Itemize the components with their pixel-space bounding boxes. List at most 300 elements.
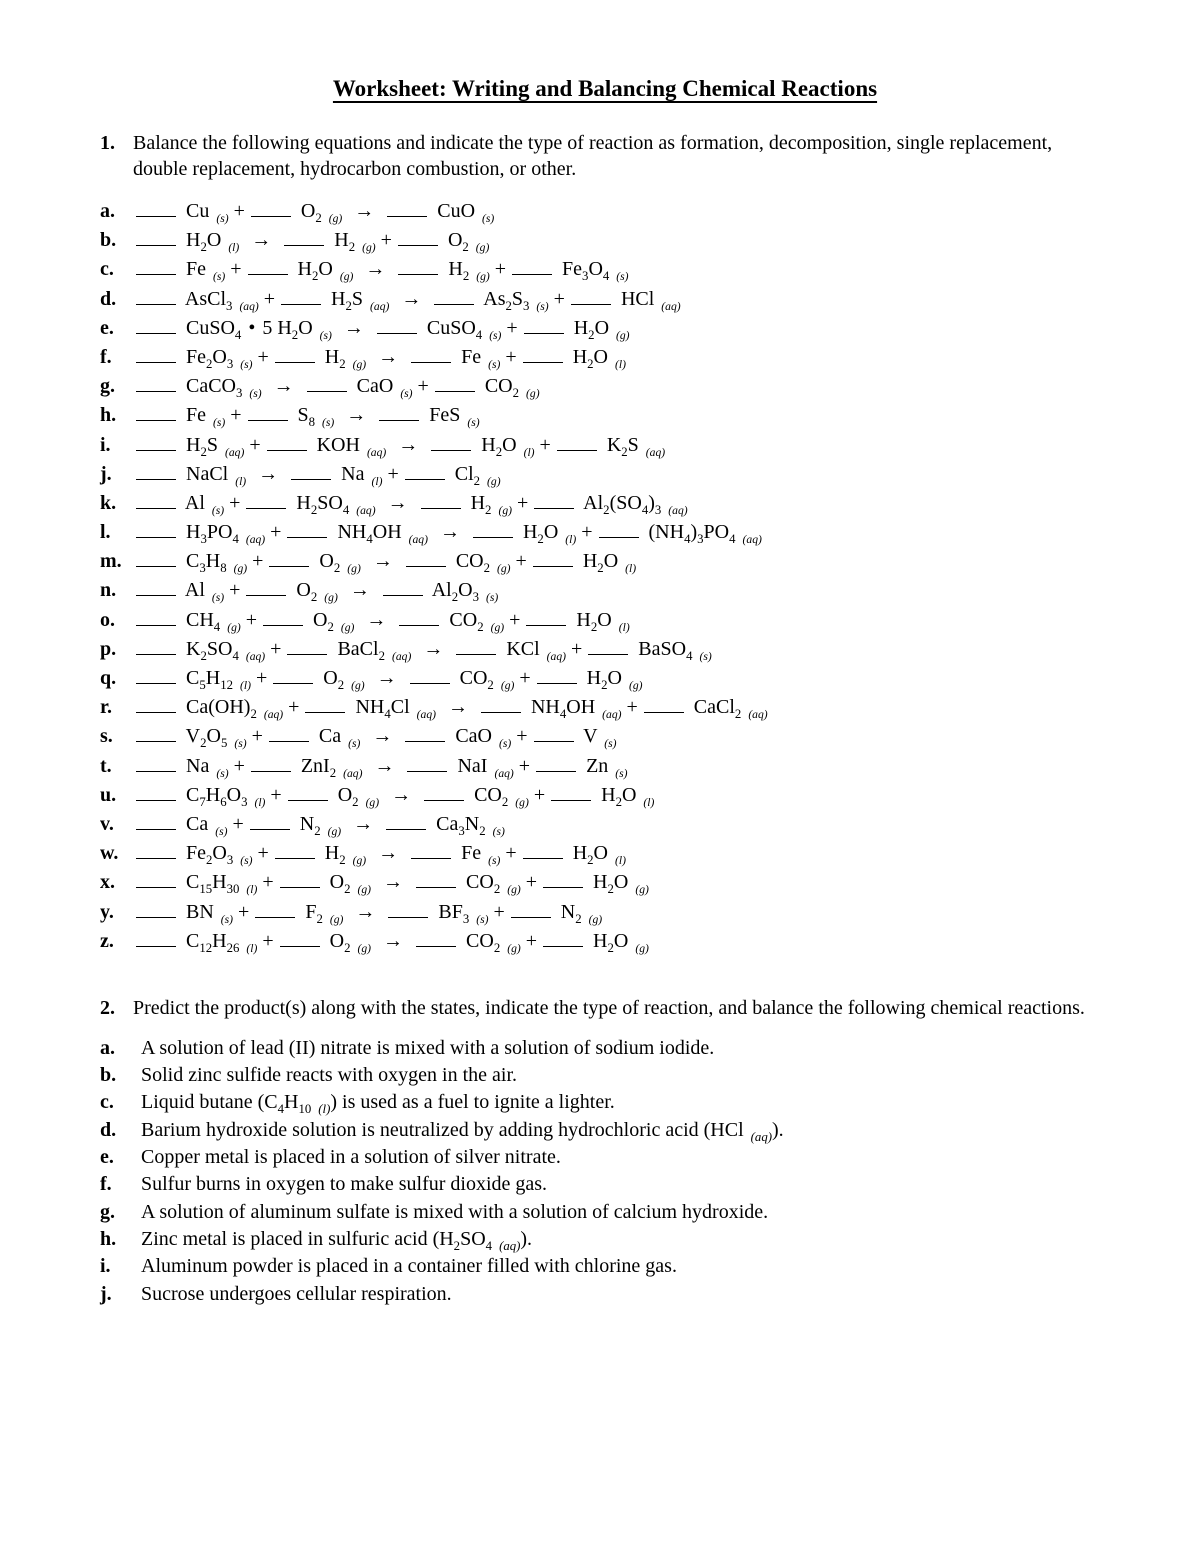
reaction-arrow: → [355, 900, 376, 923]
state-label: (g) [362, 241, 376, 255]
equation: Al $_{(s)} + O_2$ $_{(g)} \to Al_2O_3$ $_{(s)}$ [135, 579, 498, 602]
prediction-label: i. [100, 1255, 111, 1278]
equation-row [100, 434, 1110, 463]
coefficient-blank [136, 535, 176, 538]
coefficient-blank [551, 798, 591, 801]
state-label: (s) [485, 591, 499, 605]
prediction-row [100, 1119, 1110, 1146]
equation: $Fe_2O_3$ $_{(s)} + H_2$ $_{(g)}$ → Fe $_{(s)} + H_2O$ $_{(l)}$ [135, 842, 626, 865]
equation-list [100, 200, 1110, 959]
coefficient-blank [526, 623, 566, 626]
coefficient-blank [377, 331, 417, 334]
coefficient-blank [557, 448, 597, 451]
coefficient-blank [136, 710, 176, 713]
state-label: (aq) [748, 708, 768, 722]
coefficient-blank [255, 915, 295, 918]
equation: $C_{15}H_{30}$ $_{(l)} + O_2$ $_{(g)} \to CO_2$ $_{(g)} + H_2O$ $_{(g)}$ [135, 871, 649, 894]
state-label: (g) [476, 270, 490, 284]
prediction-label: f. [100, 1173, 112, 1196]
coefficient-blank [269, 739, 309, 742]
equation-row [100, 755, 1110, 784]
coefficient-blank [411, 856, 451, 859]
coefficient-blank [246, 506, 286, 509]
reaction-arrow: → [383, 929, 404, 952]
coefficient-blank [136, 827, 176, 830]
equation-label: l. [100, 521, 111, 544]
state-label: (g) [498, 503, 512, 517]
coefficient-blank [512, 272, 552, 275]
coefficient-blank [136, 302, 176, 305]
equation-row [100, 492, 1110, 521]
coefficient-blank [416, 885, 456, 888]
state-label: (s) [215, 824, 228, 838]
reaction-arrow: → [376, 667, 397, 689]
reaction-arrow: → [354, 200, 375, 222]
state-label: (s) [213, 270, 226, 284]
coefficient-blank [267, 448, 307, 451]
reaction-arrow: → [365, 258, 386, 281]
state-label: (l) [246, 941, 258, 955]
coefficient-blank [246, 593, 286, 596]
state-label: (s) [536, 299, 549, 313]
reaction-arrow: → [439, 521, 460, 544]
coefficient-blank [405, 477, 445, 480]
equation-row [100, 696, 1110, 725]
prediction-text: Sucrose undergoes cellular respiration. [141, 1282, 452, 1305]
equation: Cu $_{(s)} + O_2$ $_{(g)}$ → CuO $_{(s)}$ [135, 200, 494, 223]
coefficient-blank [291, 477, 331, 480]
equation-row [100, 200, 1110, 229]
coefficient-blank [136, 331, 176, 334]
equation-row [100, 317, 1110, 346]
equation-label: p. [100, 637, 117, 660]
state-label: (aq) [366, 445, 387, 459]
state-label: (g) [475, 241, 490, 255]
state-label: (s) [476, 912, 489, 926]
state-label: (aq) [602, 708, 622, 722]
reaction-arrow: → [273, 375, 294, 398]
state-label: (l) [618, 620, 630, 634]
prediction-list [100, 1037, 1110, 1310]
prediction-text: A solution of lead (II) nitrate is mixed with a solution of sodium iodide. [141, 1036, 715, 1059]
prediction-text: Sulfur burns in oxygen to make sulfur dioxide gas. [141, 1173, 548, 1196]
state-label: (g) [365, 795, 380, 809]
state-label: (l) [228, 241, 240, 255]
state-label: (aq) [661, 299, 681, 313]
coefficient-blank [411, 360, 451, 363]
coefficient-blank [136, 623, 176, 626]
coefficient-blank [251, 214, 291, 217]
state-label: (aq) [391, 649, 412, 663]
equation-row [100, 638, 1110, 667]
coefficient-blank [250, 827, 290, 830]
state-label: (l) [318, 1102, 331, 1117]
state-label: (l) [523, 445, 535, 459]
state-label: (s) [492, 824, 505, 838]
equation: $V_2O_5$ $_{(s)}$ + Ca $_{(s)}$ → CaO $_{(s)}$ + V $_{(s)}$ [135, 725, 616, 748]
reaction-arrow: → [346, 404, 367, 427]
equation: Ca $_{(s)} + N_2$ $_{(g)} \to Ca_3N_2$ $_{(s)}$ [135, 813, 505, 836]
state-label: (g) [628, 679, 643, 692]
prediction-row [100, 1091, 1110, 1118]
equation-row [100, 521, 1110, 550]
reaction-arrow: → [378, 842, 399, 865]
equation-row [100, 901, 1110, 930]
state-label: (aq) [245, 533, 266, 547]
state-label: (g) [500, 679, 515, 692]
state-label: (aq) [742, 533, 762, 547]
state-label: (s) [213, 416, 226, 430]
state-label: (s) [489, 328, 502, 342]
coefficient-blank [398, 272, 438, 275]
coefficient-blank [136, 681, 176, 684]
state-label: (g) [507, 941, 521, 955]
prediction-row [100, 1173, 1110, 1200]
reaction-arrow: → [391, 783, 412, 806]
coefficient-blank [543, 885, 583, 888]
equation: AsCl$_3$ $_{(aq)} + H_2S$ $_{(aq)} \to As_2S_3$ $_{(s)}$ + HCl $_{(aq)}$ [135, 288, 681, 311]
equation: $H_2O$ $_{(l)} \to H_2$ $_{(g)} + O_2$ $_{(g)}$ [135, 229, 489, 252]
equation-label: z. [100, 929, 114, 952]
state-label: (g) [490, 620, 505, 634]
prediction-label: e. [100, 1146, 114, 1169]
coefficient-blank [136, 856, 176, 859]
coefficient-blank [269, 564, 309, 567]
equation-label: q. [100, 667, 117, 689]
state-label: (g) [357, 941, 372, 955]
equation-label: n. [100, 579, 117, 602]
prediction-label: b. [100, 1064, 117, 1087]
state-label: (g) [351, 679, 365, 692]
state-label: (l) [246, 883, 258, 897]
state-label: (s) [216, 766, 229, 780]
coefficient-blank [456, 652, 496, 655]
equation: Na $_{(s)}$ + ZnI$_2$ $_{(aq)}$ → NaI $_{(aq)}$ + Zn $_{(s)}$ [135, 755, 628, 778]
equation: BN $_{(s)} + F_2$ $_{(g)} \to BF_3$ $_{(s)} + N_2$ $_{(g)}$ [135, 901, 602, 924]
coefficient-blank [136, 769, 176, 772]
equation-label: k. [100, 491, 117, 514]
coefficient-blank [275, 360, 315, 363]
state-label: (aq) [245, 649, 266, 663]
equation-label: m. [100, 550, 122, 573]
coefficient-blank [379, 418, 419, 421]
equation-row [100, 375, 1110, 404]
reaction-arrow: → [366, 608, 387, 631]
state-label: (g) [352, 357, 367, 371]
equation-row [100, 784, 1110, 813]
reaction-arrow: → [372, 725, 393, 748]
state-label: (s) [400, 387, 413, 401]
coefficient-blank [399, 623, 439, 626]
state-label: (s) [615, 766, 628, 780]
question-2-prompt: Predict the product(s) along with the states, indicate the type of reaction, and balance the following chemical reactions. [133, 996, 1085, 1019]
coefficient-blank [136, 214, 176, 217]
coefficient-blank [473, 535, 513, 538]
state-label: (s) [240, 357, 253, 371]
equation-label: o. [100, 608, 115, 631]
coefficient-blank [136, 564, 176, 567]
coefficient-blank [136, 448, 176, 451]
state-label: (g) [588, 912, 603, 926]
state-label: (aq) [750, 1129, 772, 1144]
prediction-row [100, 1228, 1110, 1255]
coefficient-blank [534, 739, 574, 742]
prediction-label: h. [100, 1227, 117, 1250]
coefficient-blank [136, 798, 176, 801]
coefficient-blank [136, 885, 176, 888]
prediction-text: Aluminum powder is placed in a container filled with chlorine gas. [141, 1255, 677, 1278]
equation: $H_2S$ $_{(aq)}$ + KOH $_{(aq)} \to H_2O$ $_{(l)} + K_2S$ $_{(aq)}$ [135, 434, 665, 457]
coefficient-blank [307, 389, 347, 392]
equation: $C_5H_{12}$ $_{(l)} + O_2$ $_{(g)} \to CO_2$ $_{(g)} + H_2O$ $_{(g)}$ [135, 667, 642, 690]
state-label: (aq) [645, 445, 666, 459]
coefficient-blank [536, 769, 576, 772]
state-label: (g) [233, 562, 248, 576]
coefficient-blank [405, 739, 445, 742]
coefficient-blank [481, 710, 521, 713]
state-label: (s) [604, 737, 617, 751]
coefficient-blank [533, 564, 573, 567]
equation-row [100, 725, 1110, 754]
state-label: (aq) [263, 708, 284, 722]
state-label: (g) [339, 270, 354, 284]
reaction-arrow: → [378, 345, 399, 368]
equation-row [100, 288, 1110, 317]
coefficient-blank [421, 506, 461, 509]
state-label: (s) [499, 737, 512, 751]
coefficient-blank [136, 593, 176, 596]
state-label: (l) [625, 562, 637, 576]
coefficient-blank [136, 360, 176, 363]
state-label: (aq) [416, 708, 436, 722]
state-label: (aq) [356, 503, 376, 517]
state-label: (g) [327, 824, 342, 838]
prediction-text: Solid zinc sulfide reacts with oxygen in the air. [141, 1064, 518, 1087]
state-label: (s) [482, 212, 495, 225]
state-label: (g) [526, 387, 540, 401]
state-label: (g) [515, 795, 529, 809]
equation-label: t. [100, 754, 112, 777]
reaction-arrow: → [343, 316, 364, 339]
coefficient-blank [284, 243, 324, 246]
state-label: (s) [699, 649, 712, 663]
state-label: (aq) [408, 533, 428, 547]
equation-row [100, 550, 1110, 579]
coefficient-blank [263, 623, 303, 626]
prediction-row [100, 1037, 1110, 1064]
equation-label: g. [100, 375, 115, 398]
prediction-row [100, 1283, 1110, 1310]
coefficient-blank [248, 418, 288, 421]
state-label: (aq) [370, 299, 390, 313]
equation-row [100, 258, 1110, 287]
prediction-label: j. [100, 1282, 112, 1305]
equation-label: r. [100, 696, 113, 719]
equation-label: a. [100, 200, 115, 222]
state-label: (s) [488, 854, 501, 868]
equation-label: h. [100, 404, 117, 427]
state-label: (g) [635, 883, 649, 897]
equation-label: d. [100, 287, 117, 310]
state-label: (aq) [224, 445, 245, 459]
reaction-arrow: → [387, 491, 408, 514]
equation-label: x. [100, 871, 115, 894]
equation: Fe $_{(s)} + H_2O$ $_{(g)} \to H_2$ $_{(g)} + Fe_3O_4$ $_{(s)}$ [135, 258, 629, 281]
reaction-arrow: → [251, 229, 272, 252]
equation: $Fe_2O_3$ $_{(s)} + H_2$ $_{(g)}$ → Fe $_{(s)} + H_2O$ $_{(l)}$ [135, 346, 626, 369]
coefficient-blank [387, 214, 427, 217]
state-label: (aq) [546, 649, 566, 663]
state-label: (l) [235, 474, 247, 488]
state-label: (s) [211, 503, 225, 517]
equation-label: f. [100, 345, 112, 368]
equation-label: e. [100, 316, 114, 339]
equation: $C_{12}H_{26}$ $_{(l)} + O_2$ $_{(g)} \to CO_2$ $_{(g)} + H_2O$ $_{(g)}$ [135, 930, 649, 953]
equation: NaCl $_{(l)}$ → Na $_{(l)} + Cl_2$ $_{(g)}$ [135, 463, 501, 486]
coefficient-blank [136, 506, 176, 509]
coefficient-blank [386, 827, 426, 830]
coefficient-blank [281, 302, 321, 305]
reaction-arrow: → [353, 812, 374, 835]
coefficient-blank [305, 710, 345, 713]
coefficient-blank [136, 389, 176, 392]
state-label: (s) [322, 416, 335, 430]
state-label: (g) [616, 328, 630, 342]
state-label: (g) [507, 883, 521, 897]
equation-row [100, 346, 1110, 375]
state-label: (s) [488, 357, 501, 371]
prediction-text: Zinc metal is placed in sulfuric acid ($H_2SO_4$ $_{(aq)}$). [141, 1227, 533, 1253]
equation: Fe $_{(s)} + S_8$ $_{(s)}$ → FeS $_{(s)}$ [135, 404, 480, 427]
coefficient-blank [287, 652, 327, 655]
coefficient-blank [524, 331, 564, 334]
coefficient-blank [424, 798, 464, 801]
prediction-row [100, 1146, 1110, 1173]
equation-row [100, 667, 1110, 696]
coefficient-blank [248, 272, 288, 275]
coefficient-blank [136, 477, 176, 480]
equation-label: c. [100, 258, 114, 281]
equation-label: i. [100, 433, 111, 456]
coefficient-blank [136, 652, 176, 655]
state-label: (l) [615, 357, 626, 371]
reaction-arrow: → [349, 579, 370, 602]
state-label: (g) [357, 883, 372, 897]
state-label: (s) [249, 387, 262, 401]
equation-row [100, 404, 1110, 433]
coefficient-blank [588, 652, 628, 655]
coefficient-blank [407, 769, 447, 772]
state-label: (l) [371, 474, 383, 488]
coefficient-blank [288, 798, 328, 801]
coefficient-blank [571, 302, 611, 305]
question-2-number: 2. [100, 996, 115, 1019]
coefficient-blank [275, 856, 315, 859]
coefficient-blank [599, 535, 639, 538]
coefficient-blank [523, 856, 563, 859]
state-label: (l) [615, 854, 626, 868]
state-label: (g) [324, 591, 338, 605]
coefficient-blank [136, 915, 176, 918]
equation: $C_3H_8$ $_{(g)} + O_2$ $_{(g)} \to CO_2$ $_{(g)} + H_2O$ $_{(l)}$ [135, 550, 636, 573]
state-label: (aq) [343, 766, 363, 780]
equation-row [100, 609, 1110, 638]
prediction-row [100, 1201, 1110, 1228]
state-label: (g) [352, 854, 367, 868]
equation-label: b. [100, 229, 117, 252]
equation-row [100, 930, 1110, 959]
prediction-text: Copper metal is placed in a solution of silver nitrate. [141, 1146, 561, 1169]
state-label: (s) [216, 212, 229, 225]
coefficient-blank [136, 272, 176, 275]
equation: CuSO$_4$ • 5 $H_2O$ $_{(s)}$ → CuSO$_4$ $_{(s)} + H_2O$ $_{(g)}$ [135, 317, 630, 340]
equation: Al $_{(s)} + H_2SO_4$ $_{(aq)} \to H_2$ $_{(g)} + Al_2(SO_4)_3$ $_{(aq)}$ [135, 492, 688, 515]
state-label: (s) [220, 912, 234, 926]
page-title-text: Worksheet: Writing and Balancing Chemical Reactions [332, 76, 878, 101]
coefficient-blank [523, 360, 563, 363]
equation-label: s. [100, 725, 113, 748]
prediction-text: A solution of aluminum sulfate is mixed with a solution of calcium hydroxide. [141, 1200, 769, 1223]
reaction-arrow: → [372, 550, 393, 573]
coefficient-blank [136, 739, 176, 742]
state-label: (l) [565, 533, 577, 547]
hydrate-dot: • [248, 316, 256, 339]
state-label: (g) [487, 474, 501, 488]
state-label: (s) [240, 854, 253, 868]
coefficient-blank [431, 448, 471, 451]
state-label: (s) [348, 737, 361, 751]
coefficient-blank [287, 535, 327, 538]
coefficient-blank [136, 944, 176, 947]
coefficient-blank [534, 506, 574, 509]
state-label: (g) [347, 562, 361, 576]
coefficient-blank [280, 885, 320, 888]
question-2 [100, 995, 1110, 1021]
equation-row [100, 871, 1110, 900]
prediction-label: c. [100, 1091, 114, 1114]
state-label: (s) [467, 416, 480, 430]
coefficient-blank [406, 564, 446, 567]
state-label: (g) [635, 941, 649, 955]
reaction-arrow: → [423, 637, 444, 660]
coefficient-blank [410, 681, 450, 684]
equation-row [100, 463, 1110, 492]
coefficient-blank [136, 418, 176, 421]
state-label: (g) [328, 212, 343, 225]
equation-row [100, 579, 1110, 608]
state-label: (l) [643, 795, 655, 809]
coefficient-blank [416, 944, 456, 947]
equation: CaCO$_3$ $_{(s)}$ → CaO $_{(s)} + CO_2$ $_{(g)}$ [135, 375, 540, 398]
coefficient-blank [273, 681, 313, 684]
coefficient-blank [644, 710, 684, 713]
coefficient-blank [434, 302, 474, 305]
question-1-prompt: Balance the following equations and indicate the type of reaction as formation, decomposition, single replacement, double replacement, hydrocarbon combustion, or other. [133, 132, 1053, 180]
equation: $K_2SO_4$ $_{(aq)}$ + BaCl$_2$ $_{(aq)}$ → KCl $_{(aq)}$ + BaSO$_4$ $_{(s)}$ [135, 638, 712, 661]
reaction-arrow: → [258, 462, 279, 485]
coefficient-blank [280, 944, 320, 947]
equation-row [100, 229, 1110, 258]
prediction-row [100, 1255, 1110, 1282]
prediction-label: d. [100, 1118, 117, 1141]
equation: $Ca(OH)_2$ $_{(aq)} + NH_4Cl$ $_{(aq)} \to NH_4OH$ $_{(aq)}$ + CaCl$_2$ $_{(aq)}$ [135, 696, 768, 719]
prediction-text: Liquid butane ($C_4H_{10}$ $_{(l)}$) is used as a fuel to ignite a lighter. [141, 1091, 615, 1117]
reaction-arrow: → [374, 754, 395, 777]
equation: $H_3PO_4$ $_{(aq)} + NH_4OH$ $_{(aq)} \to H_2O$ $_{(l)} + (NH_4)_3PO_4$ $_{(aq)}$ [135, 521, 762, 544]
state-label: (l) [254, 795, 266, 809]
equation-label: v. [100, 812, 114, 835]
question-1 [100, 130, 1110, 182]
